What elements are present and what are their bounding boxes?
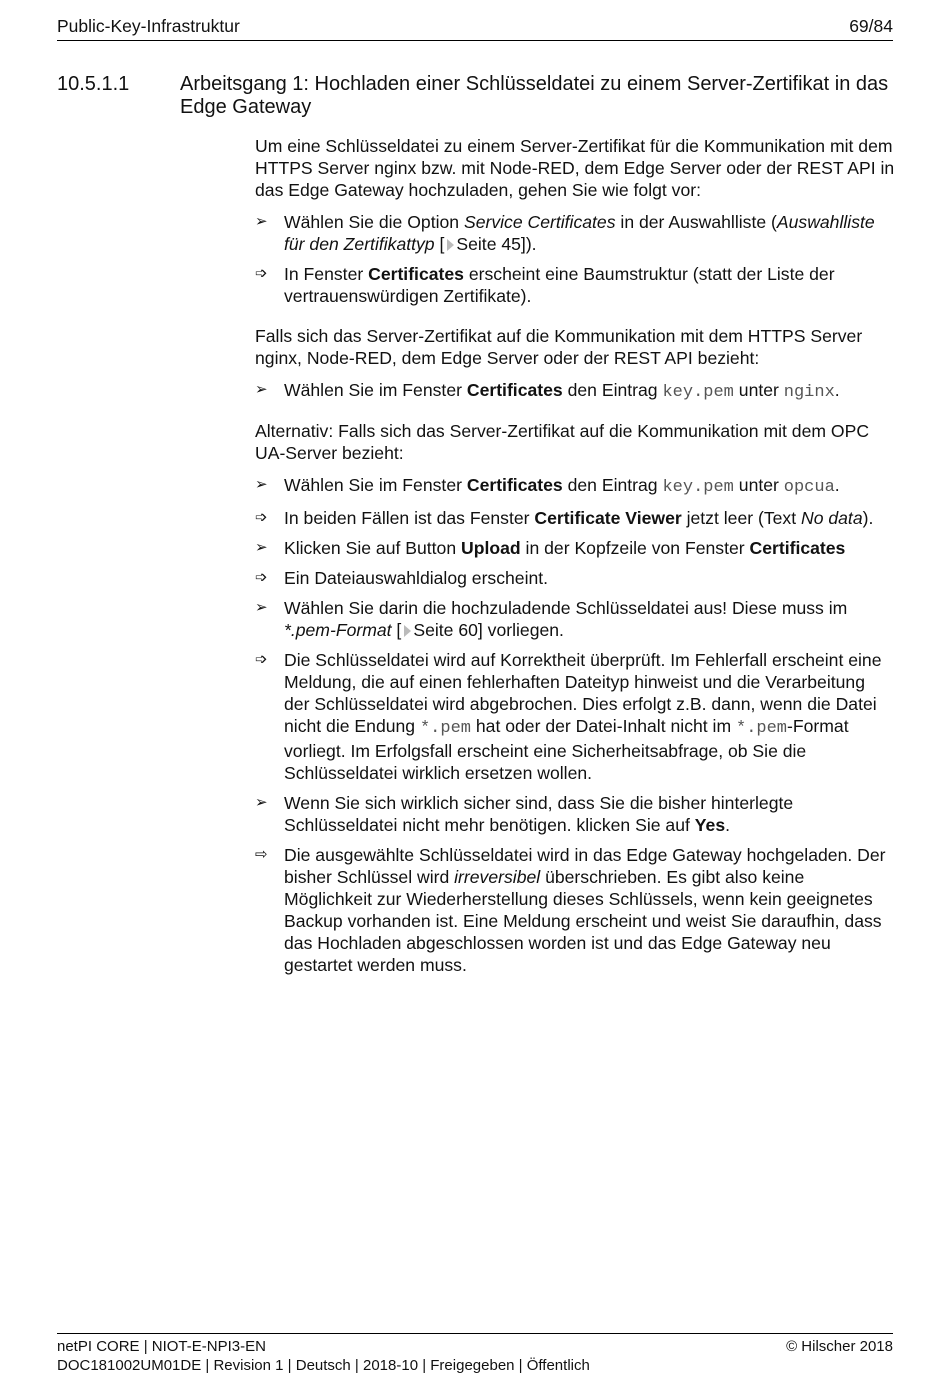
text: in der Auswahlliste ( [615,212,777,232]
ui-term: Certificates [466,475,563,495]
alternative-paragraph: Alternativ: Falls sich das Server-Zertifikat auf die Kommunikation mit dem OPC UA-Server bezieht: [255,421,870,463]
ui-term: Certificates [466,380,563,400]
text: unter [733,475,784,495]
step-arrow-icon: ➢ [255,539,268,556]
text: . [725,815,730,835]
text: Wenn Sie sich wirklich sicher sind, dass Sie die bisher hinterlegte Schlüsseldatei nicht mehr benötigen. klicken Sie auf [284,793,794,835]
result-item [255,649,895,784]
main-content [255,135,895,984]
text: überschrieben. Es gibt also keine Möglichkeit zur Wiederherstellung dieses Schlüssels, wenn kein geeignetes Backup vorhanden ist. Eine Meldung erscheint und weist Sie daraufhin, dass das Hochladen abgeschlossen worden ist und das Edge Gateway neu gestartet werden muss. [284,867,882,975]
ui-term: Certificates [368,264,464,284]
page-reference[interactable]: Seite 60] vorliegen. [413,620,564,640]
step-item [255,211,895,255]
final-arrow-icon: ⇨ [255,846,268,863]
footer-copyright: © Hilscher 2018 [786,1338,893,1355]
text: hat oder der Datei-Inhalt nicht im [470,716,736,736]
text: ). [862,508,874,528]
code-term: key.pem [662,478,734,497]
page-number: 69/84 [849,16,893,36]
page-link-icon[interactable] [447,239,454,251]
intro-paragraph: Um eine Schlüsseldatei zu einem Server-Zertifikat für die Kommunikation mit dem HTTPS Server nginx bzw. mit Node-RED, dem Edge Server oder der REST API in das Edge Gateway hochzuladen, gehen Sie wie folgt vor: [255,136,895,200]
text: Wählen Sie darin die hochzuladende Schlüsseldatei aus! Diese muss im [284,598,848,618]
result-item [255,507,895,529]
ui-term: Certificates [749,538,846,558]
text: den Eintrag [562,475,663,495]
final-result-item [255,844,895,976]
text: [ [434,234,445,254]
step-item [255,597,895,641]
step-arrow-icon: ➢ [255,794,268,811]
page-header [57,16,893,41]
footer-product: netPI CORE | NIOT-E-NPI3-EN [57,1338,266,1355]
result-arrow-icon: ➩ [255,651,268,668]
code-term: opcua [783,478,835,497]
condition-paragraph: Falls sich das Server-Zertifikat auf die Kommunikation mit dem HTTPS Server nginx, Node-RED, dem Edge Server oder der REST API bezieht: [255,326,863,368]
result-item [255,263,895,307]
result-arrow-icon: ➩ [255,265,268,282]
result-item [255,567,895,589]
text: In beiden Fällen ist das Fenster [284,508,535,528]
text: . [834,380,840,400]
italic-term: irreversibel [454,867,541,887]
section-title: Arbeitsgang 1: Hochladen einer Schlüsseldatei zu einem Server-Zertifikat in das Edge Gateway [180,73,889,118]
text: -Format vorliegt. Im Erfolgsfall erscheint eine Sicherheitsabfrage, ob Sie die Schlüsseldatei wirklich ersetzen wollen. [284,716,849,783]
step-arrow-icon: ➢ [255,599,268,616]
text: in der Kopfzeile von Fenster [520,538,750,558]
step-item [255,792,895,836]
page-link-icon[interactable] [404,625,411,637]
code-term: key.pem [662,383,734,402]
text: [ [391,620,402,640]
step-arrow-icon: ➢ [255,213,268,230]
code-term: *.pem [419,719,471,738]
step-item [255,537,895,559]
section-number: 10.5.1.1 [57,73,130,95]
text: erscheint eine Baumstruktur (statt der Liste der vertrauenswürdigen Zertifikate). [284,264,835,306]
result-arrow-icon: ➩ [255,569,268,586]
ui-term: Upload [461,538,521,558]
text: Wählen Sie die Option [284,212,464,232]
footer-document-info: DOC181002UM01DE | Revision 1 | Deutsch | 2018-10 | Freigegeben | Öffentlich [57,1357,590,1374]
text: Ein Dateiauswahldialog erscheint. [284,568,549,588]
link-text[interactable]: *.pem-Format [284,620,392,640]
code-term: *.pem [736,719,788,738]
page-reference[interactable]: Seite 45]). [456,234,537,254]
text: Wählen Sie im Fenster [284,475,467,495]
link-text[interactable]: Auswahlliste für den Zertifikattyp [284,212,875,254]
step-item [255,474,895,499]
ui-term: Yes [694,815,726,835]
text: In Fenster [284,264,369,284]
italic-term: No data [800,508,863,528]
text: Die Schlüsseldatei wird auf Korrektheit überprüft. Im Fehlerfall erscheint eine Meldung, die auf einen fehlerhaften Dateityp hinweist und die Verarbeitung der Schlüsseldatei wird abgebrochen. Dies erfolgt z.B. dann, wenn die Datei nicht die Endung [284,650,882,736]
header-title: Public-Key-Infrastruktur [57,16,240,36]
result-arrow-icon: ➩ [255,509,268,526]
text: unter [733,380,784,400]
text: Klicken Sie auf Button [284,538,462,558]
step-arrow-icon: ➢ [255,476,268,493]
step-arrow-icon: ➢ [255,381,268,398]
option-name: Service Certificates [463,212,616,232]
text: den Eintrag [562,380,663,400]
ui-term: Certificate Viewer [534,508,682,528]
page-footer [57,1333,893,1375]
step-item [255,379,895,404]
text: . [834,475,840,495]
text: jetzt leer (Text [681,508,801,528]
text: Wählen Sie im Fenster [284,380,467,400]
code-term: nginx [783,383,835,402]
text: Die ausgewählte Schlüsseldatei wird in das Edge Gateway hochgeladen. Der bisher Schlüssel wird [284,845,886,887]
